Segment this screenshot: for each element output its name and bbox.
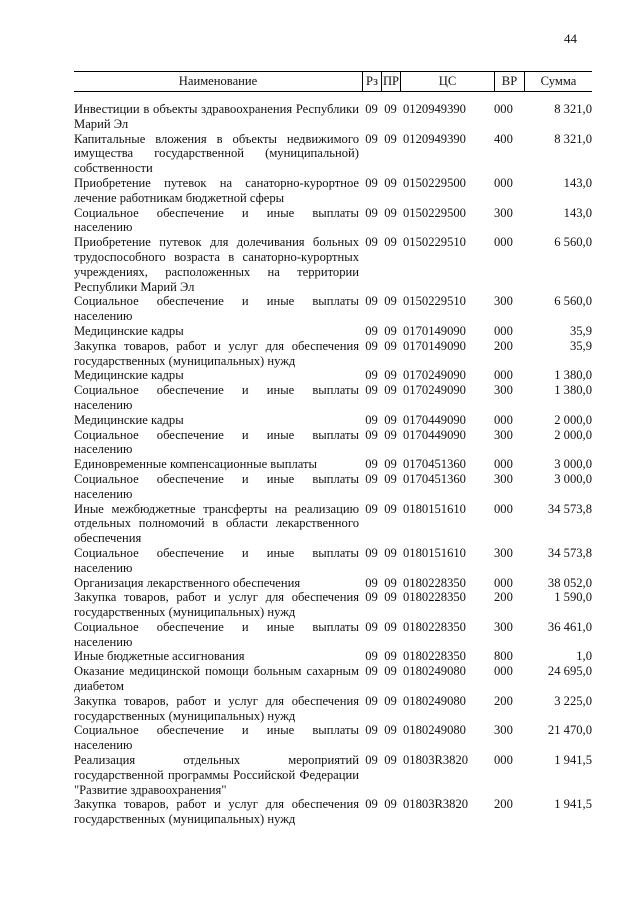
- row-cs: 0180151610: [403, 501, 466, 516]
- row-pr: 09: [384, 619, 397, 634]
- row-pr: 09: [384, 471, 397, 486]
- row-name: Социальное обеспечение и иные выплаты населению: [74, 723, 359, 753]
- row-cs: 0170451360: [403, 457, 466, 472]
- table-row: [74, 428, 592, 458]
- row-cs: 0170449090: [403, 412, 466, 427]
- row-cs: 0180249080: [403, 723, 466, 738]
- table-row: [74, 664, 592, 694]
- row-rz: 09: [365, 501, 378, 516]
- row-vr: 300: [494, 723, 513, 738]
- row-sum: 1 590,0: [554, 590, 592, 605]
- row-vr: 000: [494, 664, 513, 679]
- row-vr: 000: [494, 323, 513, 338]
- row-vr: 000: [494, 175, 513, 190]
- row-sum: 36 461,0: [547, 619, 592, 634]
- table-row: [74, 457, 592, 472]
- row-vr: 200: [494, 797, 513, 812]
- row-rz: 09: [365, 102, 378, 116]
- row-name: Капитальные вложения в объекты недвижимого имущества государственной (муниципальной) собственности: [74, 131, 359, 176]
- row-sum: 21 470,0: [547, 723, 592, 738]
- row-pr: 09: [384, 649, 397, 664]
- table-row: [74, 649, 592, 664]
- row-pr: 09: [384, 338, 397, 353]
- row-vr: 000: [494, 102, 513, 116]
- row-name: Организация лекарственного обеспечения: [74, 575, 301, 590]
- table-row: [74, 102, 592, 132]
- row-vr: 000: [494, 457, 513, 472]
- table-row: [74, 176, 592, 206]
- row-name: Приобретение путевок для долечивания больных трудоспособного возраста в санаторно-курортных учреждениях, расположенных на территории Республики Марий Эл: [74, 235, 359, 294]
- row-rz: 09: [365, 457, 378, 472]
- row-rz: 09: [365, 649, 378, 664]
- row-name: Социальное обеспечение и иные выплаты населению: [74, 294, 359, 324]
- row-cs: 0180228350: [403, 649, 466, 664]
- row-name: Социальное обеспечение и иные выплаты населению: [74, 619, 359, 649]
- row-cs: 0120949390: [403, 102, 466, 116]
- row-cs: 01803R3820: [403, 797, 469, 812]
- row-sum: 3 225,0: [554, 693, 592, 708]
- header-pr: ПР: [381, 72, 400, 91]
- row-cs: 0150229510: [403, 294, 466, 309]
- row-sum: 1 941,5: [554, 753, 592, 768]
- table-row: [74, 797, 592, 827]
- table-row: [74, 753, 592, 797]
- row-vr: 000: [494, 368, 513, 383]
- row-name: Социальное обеспечение и иные выплаты населению: [74, 427, 359, 457]
- row-vr: 300: [494, 205, 513, 220]
- row-name: Социальное обеспечение и иные выплаты населению: [74, 471, 359, 501]
- row-pr: 09: [384, 235, 397, 250]
- table-row: [74, 694, 592, 724]
- row-vr: 300: [494, 545, 513, 560]
- table-body: [74, 102, 592, 827]
- row-sum: 38 052,0: [547, 575, 592, 590]
- row-vr: 300: [494, 619, 513, 634]
- row-sum: 34 573,8: [547, 501, 592, 516]
- table-row: [74, 339, 592, 369]
- row-cs: 0170149090: [403, 323, 466, 338]
- row-pr: 09: [384, 545, 397, 560]
- row-cs: 0170249090: [403, 368, 466, 383]
- row-rz: 09: [365, 545, 378, 560]
- budget-table: [74, 71, 592, 827]
- row-vr: 400: [494, 131, 513, 146]
- row-name: Социальное обеспечение и иные выплаты населению: [74, 205, 359, 235]
- row-pr: 09: [384, 412, 397, 427]
- row-pr: 09: [384, 797, 397, 812]
- row-vr: 000: [494, 753, 513, 768]
- row-pr: 09: [384, 753, 397, 768]
- row-cs: 0120949390: [403, 131, 466, 146]
- row-cs: 01803R3820: [403, 753, 469, 768]
- row-sum: 8 321,0: [554, 102, 592, 116]
- row-sum: 6 560,0: [554, 235, 592, 250]
- row-name: Реализация отдельных мероприятий государственной программы Российской Федерации "Развитие здравоохранения": [74, 753, 359, 797]
- row-cs: 0170149090: [403, 338, 466, 353]
- row-cs: 0150229500: [403, 205, 466, 220]
- row-pr: 09: [384, 205, 397, 220]
- row-name: Оказание медицинской помощи больным сахарным диабетом: [74, 664, 359, 694]
- row-pr: 09: [384, 323, 397, 338]
- table-header: [74, 71, 592, 92]
- table-row: [74, 206, 592, 236]
- row-sum: 6 560,0: [554, 294, 592, 309]
- row-pr: 09: [384, 383, 397, 398]
- row-vr: 200: [494, 693, 513, 708]
- row-pr: 09: [384, 590, 397, 605]
- row-name: Медицинские кадры: [74, 323, 184, 338]
- row-pr: 09: [384, 102, 397, 116]
- row-rz: 09: [365, 723, 378, 738]
- row-rz: 09: [365, 294, 378, 309]
- table-row: [74, 576, 592, 591]
- row-name: Иные межбюджетные трансферты на реализацию отдельных полномочий в области лекарственного обеспечения: [74, 501, 359, 546]
- row-pr: 09: [384, 131, 397, 146]
- header-cs: ЦС: [400, 72, 494, 91]
- row-sum: 1,0: [576, 649, 592, 664]
- row-sum: 1 380,0: [554, 368, 592, 383]
- table-row: [74, 324, 592, 339]
- table-row: [74, 294, 592, 324]
- row-rz: 09: [365, 368, 378, 383]
- row-pr: 09: [384, 693, 397, 708]
- row-pr: 09: [384, 175, 397, 190]
- row-pr: 09: [384, 427, 397, 442]
- row-rz: 09: [365, 471, 378, 486]
- row-vr: 300: [494, 294, 513, 309]
- row-cs: 0150229500: [403, 175, 466, 190]
- row-pr: 09: [384, 575, 397, 590]
- row-name: Иные бюджетные ассигнования: [74, 649, 245, 664]
- row-sum: 143,0: [563, 175, 592, 190]
- row-vr: 200: [494, 590, 513, 605]
- row-name: Закупка товаров, работ и услуг для обеспечения государственных (муниципальных) нужд: [74, 590, 359, 620]
- table-row: [74, 132, 592, 176]
- row-name: Закупка товаров, работ и услуг для обеспечения государственных (муниципальных) нужд: [74, 797, 359, 827]
- row-rz: 09: [365, 619, 378, 634]
- row-cs: 0150229510: [403, 235, 466, 250]
- row-rz: 09: [365, 338, 378, 353]
- row-rz: 09: [365, 205, 378, 220]
- row-pr: 09: [384, 723, 397, 738]
- row-cs: 0170451360: [403, 471, 466, 486]
- row-name: Медицинские кадры: [74, 368, 184, 383]
- row-name: Медицинские кадры: [74, 412, 184, 427]
- page-number: 44: [564, 31, 577, 46]
- row-vr: 000: [494, 501, 513, 516]
- row-sum: 34 573,8: [547, 545, 592, 560]
- table-row: [74, 368, 592, 383]
- row-rz: 09: [365, 664, 378, 679]
- row-rz: 09: [365, 412, 378, 427]
- row-rz: 09: [365, 175, 378, 190]
- row-name: Закупка товаров, работ и услуг для обеспечения государственных (муниципальных) нужд: [74, 693, 359, 723]
- row-name: Социальное обеспечение и иные выплаты населению: [74, 545, 359, 575]
- row-sum: 1 941,5: [554, 797, 592, 812]
- row-vr: 300: [494, 471, 513, 486]
- row-vr: 300: [494, 427, 513, 442]
- table-row: [74, 502, 592, 546]
- row-rz: 09: [365, 235, 378, 250]
- row-vr: 000: [494, 575, 513, 590]
- row-sum: 8 321,0: [554, 131, 592, 146]
- row-name: Социальное обеспечение и иные выплаты населению: [74, 383, 359, 412]
- row-sum: 24 695,0: [547, 664, 592, 679]
- row-cs: 0170249090: [403, 383, 466, 398]
- table-row: [74, 546, 592, 576]
- table-row: [74, 472, 592, 502]
- row-sum: 35,9: [569, 323, 592, 338]
- table-row: [74, 383, 592, 413]
- row-cs: 0180228350: [403, 590, 466, 605]
- table-row: [74, 723, 592, 753]
- row-rz: 09: [365, 590, 378, 605]
- row-sum: 2 000,0: [554, 427, 592, 442]
- row-pr: 09: [384, 501, 397, 516]
- row-cs: 0170449090: [403, 427, 466, 442]
- row-rz: 09: [365, 693, 378, 708]
- row-pr: 09: [384, 457, 397, 472]
- table-row: [74, 235, 592, 294]
- row-vr: 200: [494, 338, 513, 353]
- row-vr: 800: [494, 649, 513, 664]
- row-rz: 09: [365, 753, 378, 768]
- row-rz: 09: [365, 427, 378, 442]
- row-cs: 0180151610: [403, 545, 466, 560]
- table-row: [74, 413, 592, 428]
- row-rz: 09: [365, 797, 378, 812]
- row-pr: 09: [384, 664, 397, 679]
- row-cs: 0180249080: [403, 664, 466, 679]
- table-row: [74, 590, 592, 620]
- row-sum: 2 000,0: [554, 412, 592, 427]
- table-row: [74, 620, 592, 650]
- row-rz: 09: [365, 131, 378, 146]
- row-vr: 000: [494, 412, 513, 427]
- row-name: Единовременные компенсационные выплаты: [74, 457, 317, 472]
- row-pr: 09: [384, 368, 397, 383]
- row-cs: 0180228350: [403, 575, 466, 590]
- row-name: Приобретение путевок на санаторно-курортное лечение работникам бюджетной сферы: [74, 175, 359, 205]
- row-pr: 09: [384, 294, 397, 309]
- row-sum: 3 000,0: [554, 457, 592, 472]
- row-cs: 0180249080: [403, 693, 466, 708]
- row-vr: 000: [494, 235, 513, 250]
- row-sum: 1 380,0: [554, 383, 592, 398]
- row-rz: 09: [365, 575, 378, 590]
- header-sum: Сумма: [524, 72, 592, 91]
- row-vr: 300: [494, 383, 513, 398]
- row-name: Инвестиции в объекты здравоохранения Республики Марий Эл: [74, 102, 359, 131]
- row-name: Закупка товаров, работ и услуг для обеспечения государственных (муниципальных) нужд: [74, 338, 359, 368]
- row-rz: 09: [365, 383, 378, 398]
- header-vr: ВР: [494, 72, 524, 91]
- header-name: Наименование: [178, 74, 258, 88]
- row-sum: 35,9: [569, 338, 592, 353]
- row-rz: 09: [365, 323, 378, 338]
- header-rz: Рз: [362, 72, 381, 91]
- row-sum: 3 000,0: [554, 471, 592, 486]
- row-cs: 0180228350: [403, 619, 466, 634]
- row-sum: 143,0: [563, 205, 592, 220]
